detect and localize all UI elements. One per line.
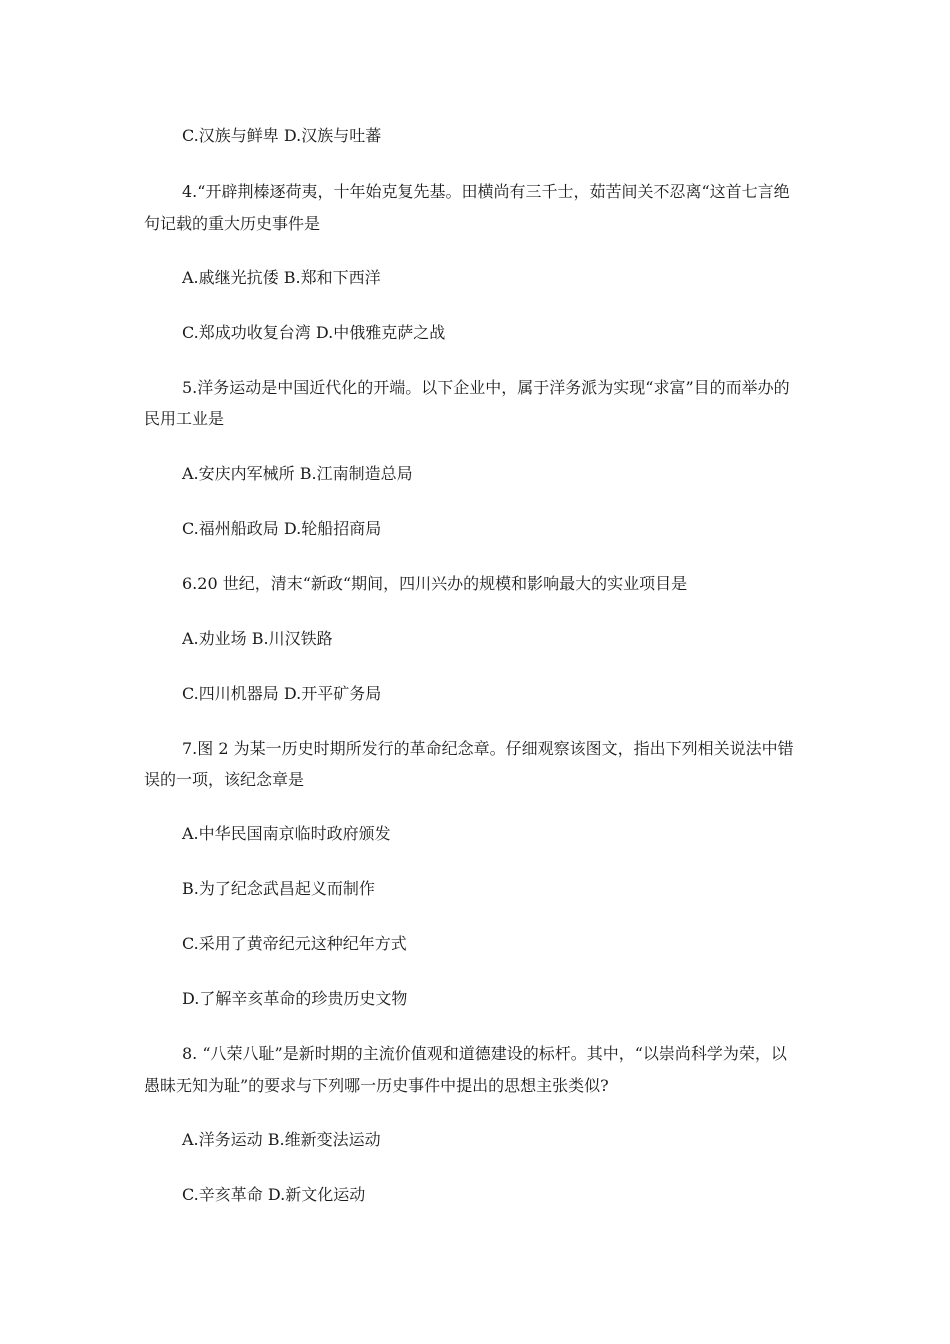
- q5-option-cd: C.福州船政局 D.轮船招商局: [182, 519, 382, 538]
- q7-stem-line-2: 误的一项，该纪念章是: [144, 770, 305, 789]
- q4-stem-line-1: 4.“开辟荆榛逐荷夷，十年始克复先基。田横尚有三千士，茹苦间关不忍离“这首七言绝: [182, 182, 790, 201]
- q3-option-cd: C.汉族与鲜卑 D.汉族与吐蕃: [182, 126, 382, 145]
- q6-option-cd: C.四川机器局 D.开平矿务局: [182, 684, 382, 703]
- q8-option-cd: C.辛亥革命 D.新文化运动: [182, 1185, 366, 1204]
- q7-option-a: A.中华民国南京临时政府颁发: [182, 824, 391, 843]
- q8-option-ab: A.洋务运动 B.维新变法运动: [182, 1130, 381, 1149]
- q7-option-d: D.了解辛亥革命的珍贵历史文物: [182, 989, 408, 1008]
- q4-option-ab: A.戚继光抗倭 B.郑和下西洋: [182, 268, 381, 287]
- q5-stem-line-2: 民用工业是: [144, 409, 225, 428]
- q8-stem-line-1: 8. “八荣八耻”是新时期的主流价值观和道德建设的标杆。其中，“以崇尚科学为荣，以: [182, 1044, 787, 1063]
- q7-option-c: C.采用了黄帝纪元这种纪年方式: [182, 934, 407, 953]
- q6-stem-line-1: 6.20 世纪，清末“新政“期间，四川兴办的规模和影响最大的实业项目是: [182, 574, 688, 593]
- q7-stem-line-1: 7.图 2 为某一历史时期所发行的革命纪念章。仔细观察该图文，指出下列相关说法中错: [182, 739, 794, 758]
- q8-stem-line-2: 愚昧无知为耻”的要求与下列哪一历史事件中提出的思想主张类似?: [144, 1076, 609, 1095]
- q5-stem-line-1: 5.洋务运动是中国近代化的开端。以下企业中，属于洋务派为实现“求富”目的而举办的: [182, 378, 790, 397]
- q5-option-ab: A.安庆内军械所 B.江南制造总局: [182, 464, 413, 483]
- q7-option-b: B.为了纪念武昌起义而制作: [182, 879, 375, 898]
- q4-option-cd: C.郑成功收复台湾 D.中俄雅克萨之战: [182, 323, 446, 342]
- q4-stem-line-2: 句记载的重大历史事件是: [144, 214, 321, 233]
- q6-option-ab: A.劝业场 B.川汉铁路: [182, 629, 333, 648]
